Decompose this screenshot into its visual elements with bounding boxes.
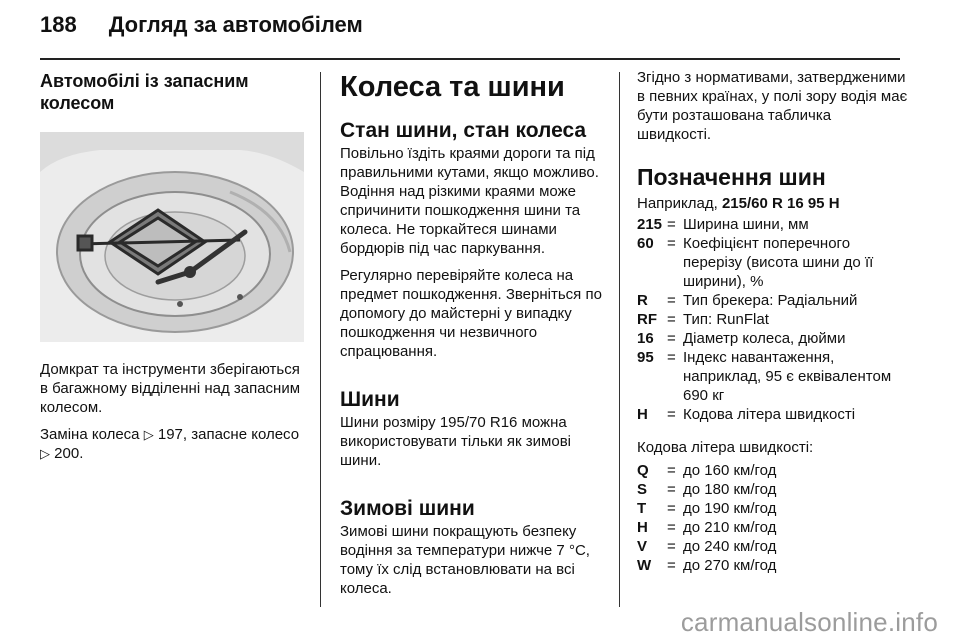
column-tyre-designations	[637, 68, 909, 575]
definition-value: до 180 км/год	[683, 481, 777, 498]
paragraph-check-wheels: Регулярно перевіряйте колеса на предмет пошкодження. Зверніться по допомогу до майстерні у випадку пошкодження чи незвичного спрацювання.	[340, 267, 602, 360]
example-line	[637, 194, 909, 213]
equals-sign: =	[667, 406, 676, 423]
equals-sign: =	[667, 235, 676, 252]
speed-code-intro: Кодова літера швидкості:	[637, 439, 814, 456]
definition-value: до 210 км/год	[683, 519, 777, 536]
definition-key: H	[637, 406, 648, 423]
definition-key: W	[637, 557, 652, 574]
header-divider	[40, 58, 900, 60]
subtitle-winter-tyres: Зимові шини	[340, 497, 475, 520]
definition-value: Тип брекера: Радіальний	[683, 292, 858, 309]
page-header	[40, 12, 363, 52]
title-tyre-designations: Позначення шин	[637, 164, 826, 190]
definition-key: 95	[637, 349, 654, 366]
section-title-spare-wheel: Автомобілі із запасним колесом	[40, 71, 249, 113]
definition-value: до 240 км/год	[683, 538, 777, 555]
example-prefix: Наприклад,	[637, 195, 722, 212]
equals-sign: =	[667, 349, 676, 366]
definition-key: H	[637, 519, 648, 536]
equals-sign: =	[667, 500, 676, 517]
definition-value: Тип: RunFlat	[683, 311, 769, 328]
definition-key: T	[637, 500, 647, 517]
definition-value: до 190 км/год	[683, 500, 777, 517]
main-title-wheels-tyres: Колеса та шини	[340, 71, 565, 103]
ref-arrow-icon[interactable]: ▷	[143, 427, 154, 442]
paragraph-tyre-size: Шини розміру 195/70 R16 можна використовувати тільки як зимові шини.	[340, 414, 571, 469]
definition-key: R	[637, 292, 648, 309]
cross-references	[40, 425, 304, 463]
definition-key: S	[637, 481, 648, 498]
definition-value: до 160 км/год	[683, 462, 777, 479]
example-value: 215/60 R 16 95 H	[721, 195, 840, 212]
page-number: 188	[40, 12, 77, 37]
equals-sign: =	[667, 462, 676, 479]
spare-wheel-jack-illustration	[40, 132, 304, 342]
spacer	[340, 478, 602, 496]
spare-wheel-jack-icon	[40, 132, 304, 342]
equals-sign: =	[667, 538, 676, 555]
ref-wheel-change: Заміна колеса	[40, 426, 144, 443]
definition-value: Коефіцієнт поперечного перерізу (висота шини до її ширини), %	[683, 235, 874, 290]
subtitle-tyres: Шини	[340, 388, 400, 411]
definition-value: Ширина шини, мм	[683, 216, 809, 233]
column-divider-1	[320, 72, 321, 607]
definition-key: 16	[637, 330, 654, 347]
equals-sign: =	[667, 311, 676, 328]
definition-value: до 270 км/год	[683, 557, 777, 574]
paragraph-speed-label: Згідно з нормативами, затвердженими в певних країнах, у полі зору водія має бути розташована табличка швидкості.	[637, 69, 908, 143]
watermark: carmanualsonline.info	[680, 607, 938, 637]
subtitle-tyre-condition: Стан шини, стан колеса	[340, 119, 587, 142]
equals-sign: =	[667, 519, 676, 536]
definition-key: 60	[637, 235, 654, 252]
paragraph-driving-edges: Повільно їздіть краями дороги та під правильними кутами, якщо можливо. Водіння над різкими краями може спричинити пошкодження шини та колеса. Не торкайтеся шинами бордюрів під час паркування.	[340, 145, 599, 257]
equals-sign: =	[667, 557, 676, 574]
definition-key: V	[637, 538, 648, 555]
caption-tools: Домкрат та інструменти зберігаються в багажному відділенні над запасним колесом.	[40, 361, 301, 416]
paragraph-winter-tyres: Зимові шини покращують безпеку водіння за температури нижче 7 °C, тому їх слід встановлювати на всі колеса.	[340, 523, 590, 597]
equals-sign: =	[667, 330, 676, 347]
ref-page-200: 200.	[50, 445, 84, 462]
definition-value: Кодова літера швидкості	[683, 406, 856, 423]
definition-value: Індекс навантаження, наприклад, 95 є еквівалентом 690 кг	[683, 349, 892, 404]
speed-code-definitions	[637, 461, 909, 575]
column-divider-2	[619, 72, 620, 607]
column-spare-wheel	[40, 68, 304, 471]
tyre-code-definitions	[637, 215, 909, 424]
definition-key: RF	[637, 311, 657, 328]
equals-sign: =	[667, 292, 676, 309]
page-title: Догляд за автомобілем	[108, 12, 363, 37]
equals-sign: =	[667, 481, 676, 498]
column-wheels-tyres	[340, 68, 602, 606]
spacer	[637, 424, 909, 438]
ref-page-197: 197, запасне колесо	[153, 426, 300, 443]
definition-key: Q	[637, 462, 649, 479]
equals-sign: =	[667, 216, 676, 233]
spacer	[340, 369, 602, 387]
definition-value: Діаметр колеса, дюйми	[683, 330, 846, 347]
spacer	[637, 152, 909, 162]
definition-key: 215	[637, 216, 663, 233]
ref-arrow-icon[interactable]: ▷	[40, 446, 50, 461]
